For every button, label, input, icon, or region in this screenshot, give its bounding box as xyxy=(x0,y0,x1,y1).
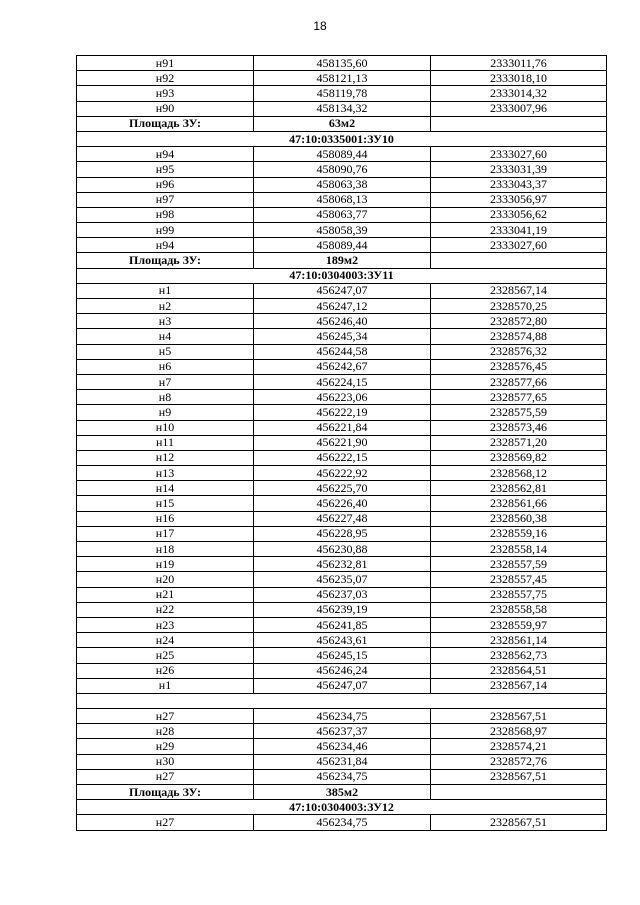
x-coordinate-cell: 456222,19 xyxy=(254,405,431,420)
point-row xyxy=(77,754,607,769)
area-row xyxy=(77,253,607,268)
x-coordinate-cell: 456234,75 xyxy=(254,709,431,724)
point-row xyxy=(77,633,607,648)
x-coordinate-cell: 458119,78 xyxy=(254,86,431,101)
y-coordinate-cell: 2328577,65 xyxy=(431,390,607,405)
x-coordinate-cell: 456239,19 xyxy=(254,602,431,617)
point-row xyxy=(77,496,607,511)
point-id-cell: н28 xyxy=(77,724,254,739)
y-coordinate-cell: 2328558,58 xyxy=(431,602,607,617)
y-coordinate-cell: 2328576,32 xyxy=(431,344,607,359)
point-id-cell: н20 xyxy=(77,572,254,587)
x-coordinate-cell: 458090,76 xyxy=(254,162,431,177)
x-coordinate-cell: 458058,39 xyxy=(254,223,431,238)
x-coordinate-cell: 456226,40 xyxy=(254,496,431,511)
y-coordinate-cell: 2333027,60 xyxy=(431,238,607,253)
point-id-cell: н24 xyxy=(77,633,254,648)
x-coordinate-cell: 456232,81 xyxy=(254,557,431,572)
y-coordinate-cell: 2328561,66 xyxy=(431,496,607,511)
blank-cell xyxy=(77,693,607,708)
y-coordinate-cell: 2328567,14 xyxy=(431,283,607,298)
point-id-cell: н96 xyxy=(77,177,254,192)
point-id-cell: н6 xyxy=(77,359,254,374)
y-coordinate-cell: 2328559,16 xyxy=(431,526,607,541)
area-empty-cell xyxy=(431,253,607,268)
page-number: 18 xyxy=(313,19,327,33)
y-coordinate-cell: 2328568,12 xyxy=(431,466,607,481)
point-id-cell: н5 xyxy=(77,344,254,359)
point-row xyxy=(77,405,607,420)
y-coordinate-cell: 2328572,80 xyxy=(431,314,607,329)
y-coordinate-cell: 2333014,32 xyxy=(431,86,607,101)
x-coordinate-cell: 458089,44 xyxy=(254,147,431,162)
point-id-cell: н7 xyxy=(77,374,254,389)
point-row xyxy=(77,101,607,116)
y-coordinate-cell: 2333011,76 xyxy=(431,56,607,71)
y-coordinate-cell: 2328574,21 xyxy=(431,739,607,754)
point-row xyxy=(77,359,607,374)
x-coordinate-cell: 456245,34 xyxy=(254,329,431,344)
coordinates-table-body xyxy=(77,56,607,831)
point-id-cell: н30 xyxy=(77,754,254,769)
x-coordinate-cell: 458089,44 xyxy=(254,238,431,253)
y-coordinate-cell: 2328567,51 xyxy=(431,709,607,724)
point-id-cell: н8 xyxy=(77,390,254,405)
point-row xyxy=(77,56,607,71)
parcel-heading-row xyxy=(77,131,607,146)
y-coordinate-cell: 2328572,76 xyxy=(431,754,607,769)
point-row xyxy=(77,86,607,101)
point-id-cell: н16 xyxy=(77,511,254,526)
x-coordinate-cell: 456228,95 xyxy=(254,526,431,541)
point-id-cell: н9 xyxy=(77,405,254,420)
x-coordinate-cell: 456242,67 xyxy=(254,359,431,374)
y-coordinate-cell: 2328570,25 xyxy=(431,299,607,314)
y-coordinate-cell: 2333043,37 xyxy=(431,177,607,192)
point-id-cell: н29 xyxy=(77,739,254,754)
point-id-cell: н1 xyxy=(77,678,254,693)
area-label-cell: Площадь ЗУ: xyxy=(77,253,254,268)
point-row xyxy=(77,374,607,389)
point-id-cell: н94 xyxy=(77,147,254,162)
point-id-cell: н3 xyxy=(77,314,254,329)
x-coordinate-cell: 456221,84 xyxy=(254,420,431,435)
x-coordinate-cell: 456243,61 xyxy=(254,633,431,648)
point-id-cell: н92 xyxy=(77,71,254,86)
y-coordinate-cell: 2328557,59 xyxy=(431,557,607,572)
x-coordinate-cell: 456234,75 xyxy=(254,815,431,830)
parcel-heading-row xyxy=(77,268,607,283)
point-row xyxy=(77,238,607,253)
x-coordinate-cell: 456246,40 xyxy=(254,314,431,329)
point-row xyxy=(77,678,607,693)
y-coordinate-cell: 2333007,96 xyxy=(431,101,607,116)
point-id-cell: н27 xyxy=(77,769,254,784)
x-coordinate-cell: 456234,46 xyxy=(254,739,431,754)
x-coordinate-cell: 456224,15 xyxy=(254,374,431,389)
point-row xyxy=(77,299,607,314)
point-id-cell: н90 xyxy=(77,101,254,116)
y-coordinate-cell: 2328562,73 xyxy=(431,648,607,663)
point-row xyxy=(77,511,607,526)
x-coordinate-cell: 456223,06 xyxy=(254,390,431,405)
x-coordinate-cell: 456234,75 xyxy=(254,769,431,784)
point-id-cell: н4 xyxy=(77,329,254,344)
x-coordinate-cell: 458121,13 xyxy=(254,71,431,86)
blank-row xyxy=(77,693,607,708)
y-coordinate-cell: 2328560,38 xyxy=(431,511,607,526)
point-row xyxy=(77,207,607,222)
area-value-cell: 385м2 xyxy=(254,785,431,800)
point-id-cell: н99 xyxy=(77,223,254,238)
point-id-cell: н11 xyxy=(77,435,254,450)
point-row xyxy=(77,420,607,435)
point-id-cell: н19 xyxy=(77,557,254,572)
point-row xyxy=(77,192,607,207)
area-label-cell: Площадь ЗУ: xyxy=(77,785,254,800)
area-value-cell: 63м2 xyxy=(254,116,431,131)
point-row xyxy=(77,587,607,602)
point-id-cell: н17 xyxy=(77,526,254,541)
point-id-cell: н95 xyxy=(77,162,254,177)
area-row xyxy=(77,116,607,131)
x-coordinate-cell: 456231,84 xyxy=(254,754,431,769)
point-row xyxy=(77,526,607,541)
point-row xyxy=(77,223,607,238)
point-id-cell: н27 xyxy=(77,815,254,830)
point-id-cell: н14 xyxy=(77,481,254,496)
point-row xyxy=(77,147,607,162)
y-coordinate-cell: 2328567,51 xyxy=(431,769,607,784)
area-empty-cell xyxy=(431,116,607,131)
y-coordinate-cell: 2328562,81 xyxy=(431,481,607,496)
point-row xyxy=(77,739,607,754)
y-coordinate-cell: 2328558,14 xyxy=(431,542,607,557)
area-empty-cell xyxy=(431,785,607,800)
y-coordinate-cell: 2328567,14 xyxy=(431,678,607,693)
x-coordinate-cell: 458063,77 xyxy=(254,207,431,222)
y-coordinate-cell: 2328561,14 xyxy=(431,633,607,648)
point-row xyxy=(77,617,607,632)
point-id-cell: н93 xyxy=(77,86,254,101)
x-coordinate-cell: 456221,90 xyxy=(254,435,431,450)
point-id-cell: н23 xyxy=(77,617,254,632)
parcel-number-cell: 47:10:0304003:ЗУ11 xyxy=(77,268,607,283)
y-coordinate-cell: 2328569,82 xyxy=(431,450,607,465)
point-row xyxy=(77,709,607,724)
point-id-cell: н26 xyxy=(77,663,254,678)
point-id-cell: н94 xyxy=(77,238,254,253)
x-coordinate-cell: 456225,70 xyxy=(254,481,431,496)
point-row xyxy=(77,435,607,450)
point-id-cell: н22 xyxy=(77,602,254,617)
x-coordinate-cell: 456244,58 xyxy=(254,344,431,359)
point-id-cell: н18 xyxy=(77,542,254,557)
point-row xyxy=(77,481,607,496)
point-row xyxy=(77,557,607,572)
x-coordinate-cell: 456235,07 xyxy=(254,572,431,587)
x-coordinate-cell: 456237,03 xyxy=(254,587,431,602)
x-coordinate-cell: 456247,07 xyxy=(254,283,431,298)
point-id-cell: н91 xyxy=(77,56,254,71)
y-coordinate-cell: 2328573,46 xyxy=(431,420,607,435)
y-coordinate-cell: 2328557,45 xyxy=(431,572,607,587)
point-row xyxy=(77,177,607,192)
y-coordinate-cell: 2328567,51 xyxy=(431,815,607,830)
parcel-number-cell: 47:10:0304003:ЗУ12 xyxy=(77,800,607,815)
point-id-cell: н98 xyxy=(77,207,254,222)
y-coordinate-cell: 2333018,10 xyxy=(431,71,607,86)
point-id-cell: н10 xyxy=(77,420,254,435)
x-coordinate-cell: 456237,37 xyxy=(254,724,431,739)
parcel-heading-row xyxy=(77,800,607,815)
x-coordinate-cell: 456222,92 xyxy=(254,466,431,481)
x-coordinate-cell: 458135,60 xyxy=(254,56,431,71)
x-coordinate-cell: 456230,88 xyxy=(254,542,431,557)
x-coordinate-cell: 456241,85 xyxy=(254,617,431,632)
area-label-cell: Площадь ЗУ: xyxy=(77,116,254,131)
coordinates-table xyxy=(76,55,607,831)
point-row xyxy=(77,648,607,663)
x-coordinate-cell: 456247,07 xyxy=(254,678,431,693)
point-row xyxy=(77,663,607,678)
point-id-cell: н13 xyxy=(77,466,254,481)
point-row xyxy=(77,602,607,617)
point-id-cell: н21 xyxy=(77,587,254,602)
point-row xyxy=(77,450,607,465)
point-id-cell: н97 xyxy=(77,192,254,207)
x-coordinate-cell: 456245,15 xyxy=(254,648,431,663)
area-value-cell: 189м2 xyxy=(254,253,431,268)
point-row xyxy=(77,815,607,830)
y-coordinate-cell: 2333041,19 xyxy=(431,223,607,238)
point-row xyxy=(77,314,607,329)
point-id-cell: н12 xyxy=(77,450,254,465)
x-coordinate-cell: 456246,24 xyxy=(254,663,431,678)
y-coordinate-cell: 2328575,59 xyxy=(431,405,607,420)
y-coordinate-cell: 2328577,66 xyxy=(431,374,607,389)
point-id-cell: н2 xyxy=(77,299,254,314)
point-row xyxy=(77,329,607,344)
y-coordinate-cell: 2328571,20 xyxy=(431,435,607,450)
point-row xyxy=(77,390,607,405)
point-id-cell: н15 xyxy=(77,496,254,511)
parcel-number-cell: 47:10:0335001:ЗУ10 xyxy=(77,131,607,146)
area-row xyxy=(77,785,607,800)
x-coordinate-cell: 456222,15 xyxy=(254,450,431,465)
y-coordinate-cell: 2328568,97 xyxy=(431,724,607,739)
y-coordinate-cell: 2328576,45 xyxy=(431,359,607,374)
y-coordinate-cell: 2328564,51 xyxy=(431,663,607,678)
point-id-cell: н25 xyxy=(77,648,254,663)
y-coordinate-cell: 2333031,39 xyxy=(431,162,607,177)
y-coordinate-cell: 2328559,97 xyxy=(431,617,607,632)
y-coordinate-cell: 2333056,62 xyxy=(431,207,607,222)
y-coordinate-cell: 2328557,75 xyxy=(431,587,607,602)
point-row xyxy=(77,71,607,86)
point-row xyxy=(77,344,607,359)
x-coordinate-cell: 458134,32 xyxy=(254,101,431,116)
point-row xyxy=(77,542,607,557)
y-coordinate-cell: 2328574,88 xyxy=(431,329,607,344)
x-coordinate-cell: 458068,13 xyxy=(254,192,431,207)
x-coordinate-cell: 456247,12 xyxy=(254,299,431,314)
point-row xyxy=(77,769,607,784)
point-row xyxy=(77,466,607,481)
point-row xyxy=(77,724,607,739)
y-coordinate-cell: 2333056,97 xyxy=(431,192,607,207)
y-coordinate-cell: 2333027,60 xyxy=(431,147,607,162)
point-id-cell: н1 xyxy=(77,283,254,298)
point-id-cell: н27 xyxy=(77,709,254,724)
point-row xyxy=(77,283,607,298)
x-coordinate-cell: 456227,48 xyxy=(254,511,431,526)
point-row xyxy=(77,572,607,587)
x-coordinate-cell: 458063,38 xyxy=(254,177,431,192)
point-row xyxy=(77,162,607,177)
